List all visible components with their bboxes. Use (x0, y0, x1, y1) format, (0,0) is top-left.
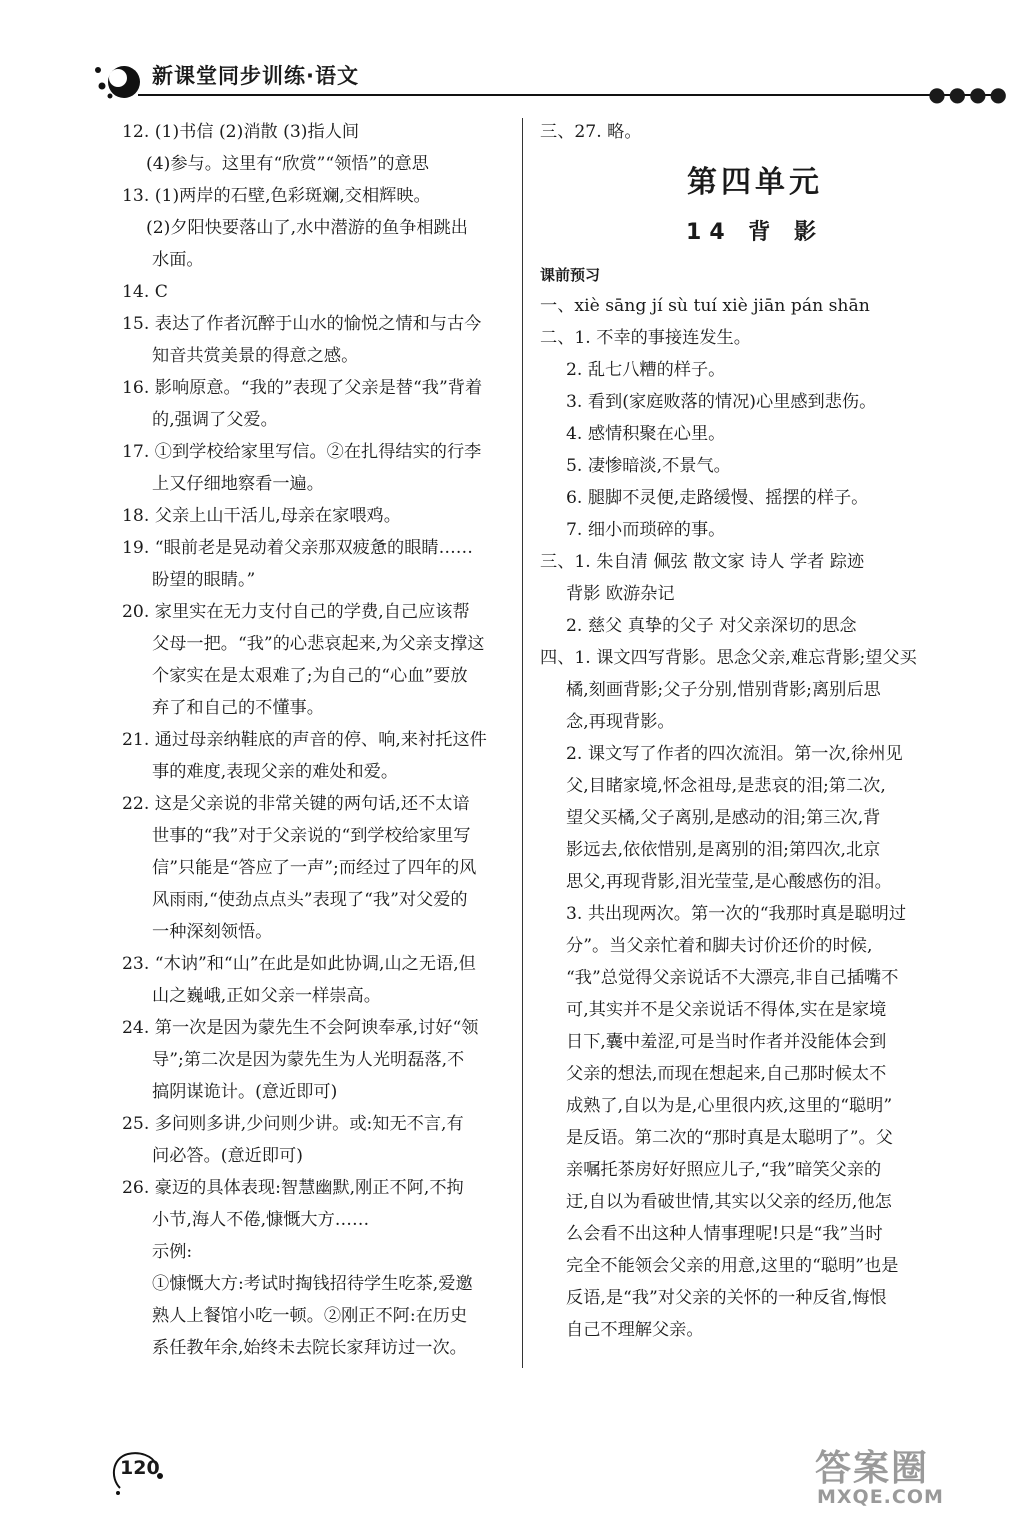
answer-line: 14. C (122, 282, 168, 302)
answer-line: 19. “眼前老是晃动着父亲那双疲惫的眼睛…… (122, 538, 473, 558)
answer-line: 20. 家里实在无力支付自己的学费,自己应该帮 (122, 602, 470, 622)
answer-line: 自己不理解父亲。 (566, 1320, 704, 1340)
answer-line: 事的难度,表现父亲的难处和爱。 (152, 762, 399, 782)
header-dots: ●●●● (928, 82, 1010, 106)
answer-line: 2. 乱七八糟的样子。 (566, 360, 726, 380)
answer-line: 望父买橘,父子离别,是感动的泪;第三次,背 (566, 808, 881, 828)
answer-line: 的,强调了父爱。 (152, 410, 278, 430)
answer-line: 一、xiè sāng jí sù tuí xiè jiān pán shān (540, 296, 870, 316)
answer-line: 迂,自以为看破世情,其实以父亲的经历,他怎 (566, 1192, 892, 1212)
answer-line: “我”总觉得父亲说话不大漂亮,非自己插嘴不 (566, 968, 899, 988)
answer-line: 信”只能是“答应了一声”;而经过了四年的风 (152, 858, 477, 878)
answer-line: 25. 多问则多讲,少问则少讲。或:知无不言,有 (122, 1114, 464, 1134)
answer-line: 山之巍峨,正如父亲一样崇高。 (152, 986, 381, 1006)
answer-line: 背影 欧游杂记 (566, 584, 675, 604)
page-number: 120 (108, 1448, 168, 1498)
answer-line: 26. 豪迈的具体表现:智慧幽默,刚正不阿,不拘 (122, 1178, 464, 1198)
answer-line: 7. 细小而琐碎的事。 (566, 520, 726, 540)
answer-line: 风雨雨,“使劲点点头”表现了“我”对父爱的 (152, 890, 468, 910)
answer-line: 17. ①到学校给家里写信。②在扎得结实的行李 (122, 442, 482, 462)
answer-line: 么会看不出这种人情事理呢!只是“我”当时 (566, 1224, 883, 1244)
book-title: 新课堂同步训练·语文 (152, 64, 359, 88)
watermark-url: MXQE.COM (817, 1486, 944, 1508)
answer-line: 问必答。(意近即可) (152, 1146, 303, 1166)
answer-line: 完全不能领会父亲的用意,这里的“聪明”也是 (566, 1256, 899, 1276)
answer-line: 可,其实并不是父亲说话不得体,实在是家境 (566, 1000, 887, 1020)
answer-line: 18. 父亲上山干活儿,母亲在家喂鸡。 (122, 506, 401, 526)
answer-line: 水面。 (152, 250, 204, 270)
answer-line: 日下,囊中羞涩,可是当时作者并没能体会到 (566, 1032, 887, 1052)
answer-line: 反语,是“我”对父亲的关怀的一种反省,悔恨 (566, 1288, 887, 1308)
answer-line: 念,再现背影。 (566, 712, 675, 732)
left-column (122, 116, 532, 1364)
answer-line: 12. (1)书信 (2)消散 (3)指人间 (122, 122, 360, 142)
page-header (90, 56, 1010, 106)
answer-line: 6. 腿脚不灵便,走路缓慢、摇摆的样子。 (566, 488, 869, 508)
answer-line: 一种深刻领悟。 (152, 922, 273, 942)
answer-line: 父亲的想法,而现在想起来,自己那时候太不 (566, 1064, 887, 1084)
answer-line: 4. 感情积聚在心里。 (566, 424, 726, 444)
answer-line: 弃了和自己的不懂事。 (152, 698, 324, 718)
answer-line: 导”;第二次是因为蒙先生为人光明磊落,不 (152, 1050, 465, 1070)
watermark-logo: 答案圈 (815, 1448, 930, 1489)
lesson-title: 14 背 影 (686, 220, 824, 245)
watermark (815, 1440, 985, 1515)
answer-line: 橘,刻画背影;父子分别,惜别背影;离别后思 (566, 680, 881, 700)
answer-line: (4)参与。这里有“欣赏”“领悟”的意思 (146, 154, 429, 174)
unit-title: 第四单元 (687, 165, 823, 200)
answer-line: 三、27. 略。 (540, 122, 642, 142)
answer-line: 搞阴谋诡计。(意近即可) (152, 1082, 338, 1102)
answer-line: 四、1. 课文四写背影。思念父亲,难忘背影;望父买 (540, 648, 917, 668)
answer-line: 22. 这是父亲说的非常关键的两句话,还不太谙 (122, 794, 470, 814)
answer-line: 亲嘱托茶房好好照应儿子,“我”暗笑父亲的 (566, 1160, 882, 1180)
answer-line: 分”。当父亲忙着和脚夫讨价还价的时候, (566, 936, 873, 956)
answer-line: 3. 共出现两次。第一次的“我那时真是聪明过 (566, 904, 907, 924)
answer-line: 23. “木讷”和“山”在此是如此协调,山之无语,但 (122, 954, 476, 974)
right-column (540, 116, 970, 1346)
answer-line: 15. 表达了作者沉醉于山水的愉悦之情和与古今 (122, 314, 482, 334)
answer-line: 16. 影响原意。“我的”表现了父亲是替“我”背着 (122, 378, 483, 398)
answer-line: 是反语。第二次的“那时真是太聪明了”。父 (566, 1128, 893, 1148)
answer-line: 思父,再现背影,泪光莹莹,是心酸感伤的泪。 (566, 872, 892, 892)
answer-line: 三、1. 朱自清 佩弦 散文家 诗人 学者 踪迹 (540, 552, 865, 572)
answer-line: 3. 看到(家庭败落的情况)心里感到悲伤。 (566, 392, 877, 412)
answer-line: 小节,海人不倦,慷慨大方…… (152, 1210, 370, 1230)
answer-line: 系任教年余,始终未去院长家拜访过一次。 (152, 1338, 467, 1358)
answer-line: (2)夕阳快要落山了,水中潜游的鱼争相跳出 (146, 218, 468, 238)
answer-line: 影远去,依依惜别,是离别的泪;第四次,北京 (566, 840, 881, 860)
answer-line: 21. 通过母亲纳鞋底的声音的停、响,来衬托这件 (122, 730, 487, 750)
answer-line: 个家实在是太艰难了;为自己的“心血”要放 (152, 666, 468, 686)
right-answers (540, 290, 970, 1346)
answer-line: 24. 第一次是因为蒙先生不会阿谀奉承,讨好“领 (122, 1018, 479, 1038)
answer-line: 二、1. 不幸的事接连发生。 (540, 328, 751, 348)
section-label: 课前预习 (540, 266, 601, 284)
header-rule (138, 94, 1000, 96)
answer-line: 示例: (152, 1242, 193, 1262)
answer-line: 5. 凄惨暗淡,不景气。 (566, 456, 731, 476)
answer-line: 知音共赏美景的得意之感。 (152, 346, 359, 366)
answer-line: 2. 课文写了作者的四次流泪。第一次,徐州见 (566, 744, 903, 764)
answer-line: 父,目睹家境,怀念祖母,是悲哀的泪;第二次, (566, 776, 886, 796)
answer-line: 世事的“我”对于父亲说的“到学校给家里写 (152, 826, 471, 846)
answer-line: 2. 慈父 真挚的父子 对父亲深切的思念 (566, 616, 857, 636)
answer-line: 13. (1)两岸的石壁,色彩斑斓,交相辉映。 (122, 186, 431, 206)
answer-line: ①慷慨大方:考试时掏钱招待学生吃茶,爱邀 (152, 1274, 473, 1294)
answer-line: 上又仔细地察看一遍。 (152, 474, 324, 494)
answer-line: 父母一把。“我”的心悲哀起来,为父亲支撑这 (152, 634, 485, 654)
answer-line: 熟人上餐馆小吃一顿。②刚正不阿:在历史 (152, 1306, 468, 1326)
answer-line: 盼望的眼睛。” (152, 570, 256, 590)
answer-line: 成熟了,自以为是,心里很内疚,这里的“聪明” (566, 1096, 893, 1116)
